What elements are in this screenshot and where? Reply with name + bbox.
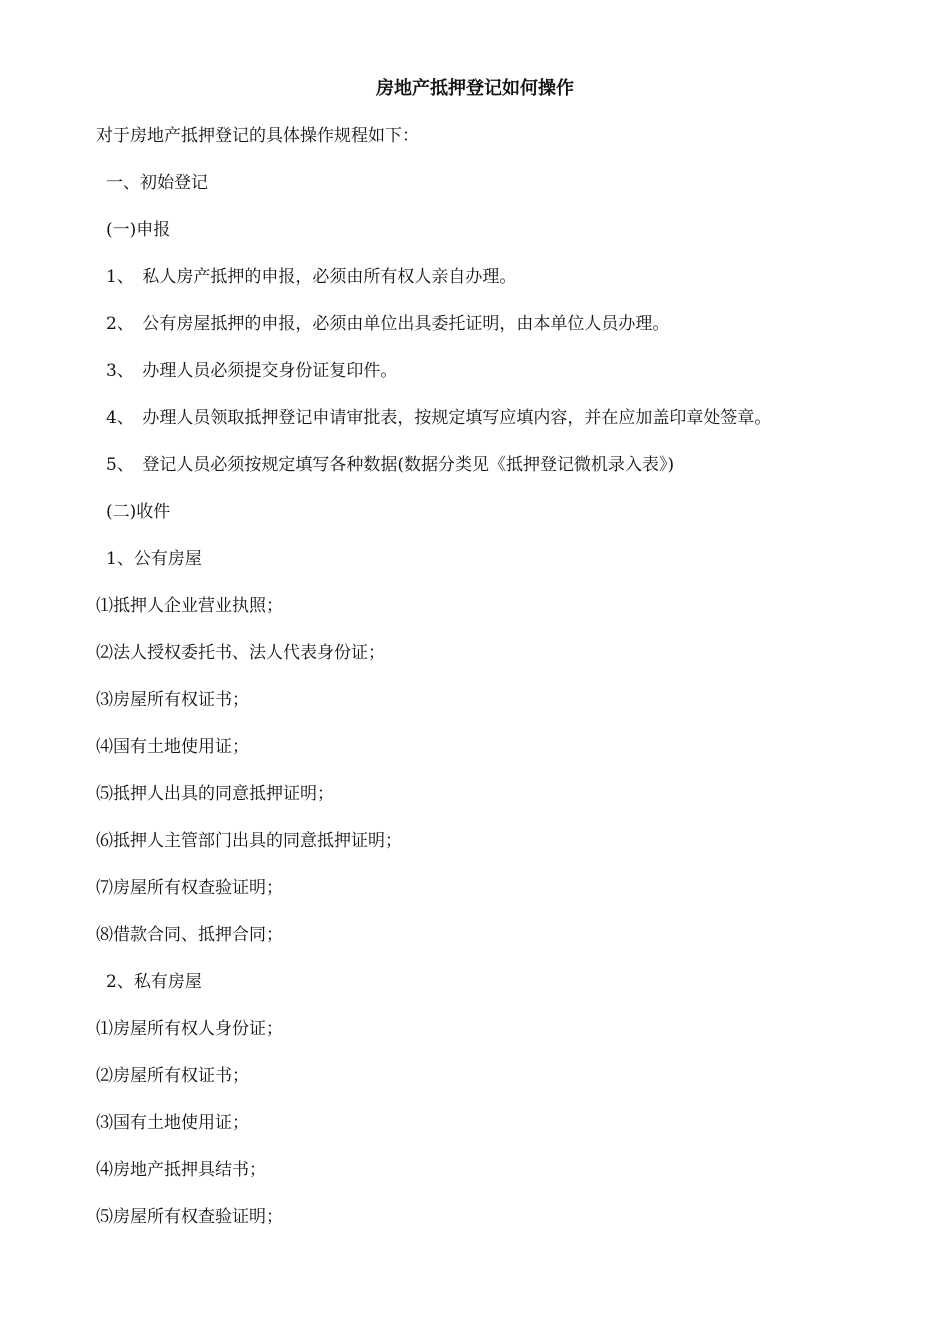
paragraph-line: ⑴房屋所有权人身份证； xyxy=(96,1019,283,1039)
document-body xyxy=(96,123,916,1251)
paragraph-line: (一)申报 xyxy=(106,220,171,240)
paragraph-line: 1、 私人房产抵押的申报，必须由所有权人亲自办理。 xyxy=(106,267,517,287)
paragraph-line: 2、私有房屋 xyxy=(106,972,202,992)
paragraph-line: (二)收件 xyxy=(106,502,171,522)
paragraph-line: 4、 办理人员领取抵押登记申请审批表，按规定填写应填内容，并在应加盖印章处签章。 xyxy=(106,408,772,428)
paragraph-line: ⑷房地产抵押具结书； xyxy=(96,1160,266,1180)
paragraph-line: ⑴抵押人企业营业执照； xyxy=(96,596,283,616)
paragraph-line: ⑸房屋所有权查验证明； xyxy=(96,1207,283,1227)
paragraph-line: ⑻借款合同、抵押合同； xyxy=(96,925,283,945)
paragraph-line: ⑷国有土地使用证； xyxy=(96,737,249,757)
paragraph-line: 3、 办理人员必须提交身份证复印件。 xyxy=(106,361,398,381)
paragraph-line: 5、 登记人员必须按规定填写各种数据(数据分类见《抵押登记微机录入表》) xyxy=(106,455,675,475)
paragraph-line: ⑸抵押人出具的同意抵押证明； xyxy=(96,784,334,804)
paragraph-line: ⑵房屋所有权证书； xyxy=(96,1066,249,1086)
paragraph-line: ⑶房屋所有权证书； xyxy=(96,690,249,710)
paragraph-line: 2、 公有房屋抵押的申报，必须由单位出具委托证明，由本单位人员办理。 xyxy=(106,314,670,334)
paragraph-line: ⑶国有土地使用证； xyxy=(96,1113,249,1133)
paragraph-line: 对于房地产抵押登记的具体操作规程如下： xyxy=(96,126,419,146)
paragraph-line: ⑹抵押人主管部门出具的同意抵押证明； xyxy=(96,831,402,851)
document-title: 房地产抵押登记如何操作 xyxy=(376,78,574,99)
paragraph-line: ⑵法人授权委托书、法人代表身份证； xyxy=(96,643,385,663)
paragraph-line: 一、初始登记 xyxy=(106,173,208,193)
paragraph-line: 1、公有房屋 xyxy=(106,549,202,569)
paragraph-line: ⑺房屋所有权查验证明； xyxy=(96,878,283,898)
